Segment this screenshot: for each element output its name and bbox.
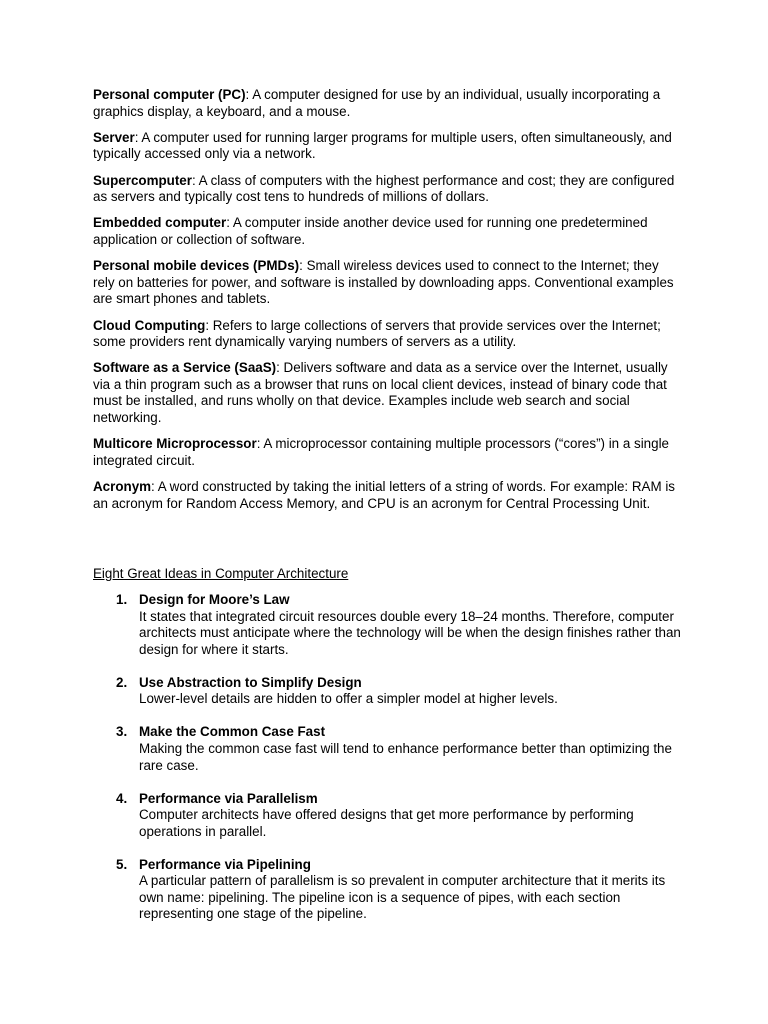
definition-item [93,87,683,120]
list-number: 1. [116,592,128,607]
definition-item [93,258,683,308]
definition-term: Personal computer (PC) [93,87,246,102]
definition-text: : A word constructed by taking the initial letters of a string of words. For example: RAM is an acronym for Random Access Memory, and CPU is an acronym for Central Processing Unit. [93,479,675,511]
idea-title: Make the Common Case Fast [139,724,326,740]
idea-title: Performance via Pipelining [139,856,311,872]
idea-description: A particular pattern of parallelism is so prevalent in computer architecture that it merits its own name: pipelining. The pipeline icon is a sequence of pipes, with each section representing one stage of the pipeline. [139,873,666,922]
definition-text: : Small wireless devices used to connect to the Internet; they rely on batteries for power, and software is installed by downloading apps. Conventional examples are smart phones and tablets. [93,258,674,307]
definition-term: Embedded computer [93,215,227,231]
definition-item [93,479,683,512]
definition-item [93,436,683,469]
definition-term: Acronym [93,479,152,495]
idea-description: It states that integrated circuit resources double every 18–24 months. Therefore, computer architects must anticipate where the technology will be when the design finishes rather than design for where it starts. [139,608,681,657]
idea-description: Computer architects have offered designs that get more performance by performing operations in parallel. [139,807,634,839]
definition-term: Personal mobile devices (PMDs) [93,258,300,274]
list-number: 2. [116,674,128,690]
list-number: 3. [116,724,128,740]
definition-text: : Refers to large collections of servers that provide services over the Internet; some providers rent dynamically varying numbers of servers as a utility. [93,317,661,350]
list-item [93,857,683,923]
definition-item [93,173,683,206]
list-item [93,791,683,841]
definition-text: : Delivers software and data as a service over the Internet, usually via a thin program such as a browser that runs on local client devices, instead of binary code that must be installed, and runs wholly on that device. Examples include web search and social networking. [93,360,668,426]
idea-description: Making the common case fast will tend to enhance performance better than optimizing the rare case. [139,740,672,773]
definition-term: Server [93,129,135,145]
list-number: 5. [116,856,128,872]
definition-term: Software as a Service (SaaS) [93,360,277,376]
definition-item [93,360,683,426]
list-number: 4. [116,790,128,806]
definition-item [93,130,683,163]
definition-text: : A computer used for running larger programs for multiple users, often simultaneously, and typically accessed only via a network. [93,129,672,162]
list-item [93,592,683,658]
definition-text: : A microprocessor containing multiple processors (“cores”) in a single integrated circuit. [93,436,670,468]
idea-title: Performance via Parallelism [139,790,318,806]
idea-title: Use Abstraction to Simplify Design [139,674,362,690]
definition-text: : A class of computers with the highest performance and cost; they are configured as servers and typically cost tens to hundreds of millions of dollars. [93,172,675,205]
definition-term: Multicore Microprocessor [93,436,257,452]
definition-item [93,318,683,351]
definition-text: : A computer inside another device used for running one predetermined application or collection of software. [93,215,648,247]
definition-item [93,215,683,248]
idea-description: Lower-level details are hidden to offer a simpler model at higher levels. [139,691,558,707]
great-ideas-list [93,592,683,939]
definition-term: Cloud Computing [93,317,206,333]
idea-title: Design for Moore’s Law [139,592,290,607]
list-item [93,675,683,708]
definition-text: : A computer designed for use by an individual, usually incorporating a graphics display, a keyboard, and a mouse. [93,87,661,119]
definition-term: Supercomputer [93,172,192,188]
list-item [93,724,683,774]
definitions-list [93,87,683,522]
section-heading: Eight Great Ideas in Computer Architecture [93,566,349,581]
